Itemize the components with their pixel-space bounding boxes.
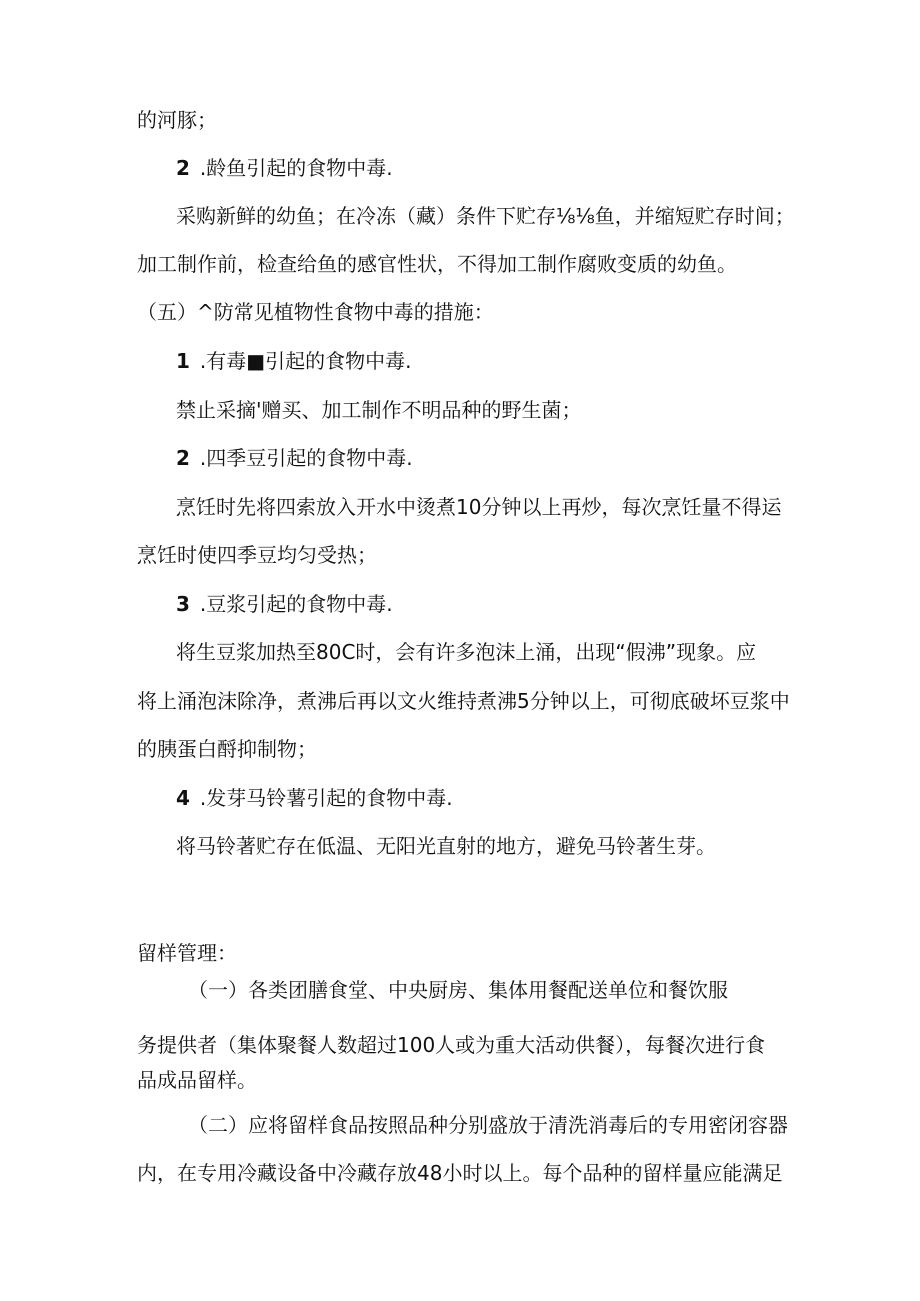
text-line: 烹饪时使四季豆均匀受热； xyxy=(137,543,377,567)
text-line: 的河豚； xyxy=(137,108,217,132)
heading-text: .龄鱼引起的食物中毒. xyxy=(199,156,393,180)
text-line: 将上涌泡沫除净，煮沸后再以文火维持煮沸5分钟以上，可彻底破坏豆浆中 xyxy=(137,689,790,713)
text-line: 务提供者（集体聚餐人数超过100人或为重大活动供餐），每餐次进行食 xyxy=(137,1033,766,1057)
heading-number: 2 xyxy=(176,446,190,470)
heading-text: .四季豆引起的食物中毒. xyxy=(199,446,413,470)
text-line: 将生豆浆加热至80C时，会有许多泡沫上涌，出现“假沸”现象。应 xyxy=(176,640,757,664)
text-line: （二）应将留样食品按照品种分别盛放于清洗消毒后的专用密闭容器 xyxy=(188,1113,788,1137)
heading-number: 4 xyxy=(176,786,190,810)
heading-text: .豆浆引起的食物中毒. xyxy=(199,592,393,616)
text-line: 加工制作前，检查给鱼的感官性状，不得加工制作腐败变质的幼鱼。 xyxy=(137,252,737,276)
text-line: （一）各类团膳食堂、中央厨房、集体用餐配送单位和餐饮服 xyxy=(188,978,728,1002)
numbered-heading xyxy=(176,592,393,616)
text-line: 烹饪时先将四索放入开水中烫煮10分钟以上再炒，每次烹饪量不得运 xyxy=(176,495,782,519)
numbered-heading xyxy=(176,349,412,373)
heading-text: .发芽马铃薯引起的食物中毒. xyxy=(199,786,453,810)
numbered-heading xyxy=(176,786,453,810)
section-heading: 留样管理： xyxy=(137,941,237,965)
numbered-heading xyxy=(176,446,413,470)
text-line: 内，在专用冷藏设备中冷藏存放48小时以上。每个品种的留样量应能满足 xyxy=(137,1161,783,1185)
heading-number: 2 xyxy=(176,156,190,180)
text-line: 品成品留样。 xyxy=(137,1068,257,1092)
section-heading: （五）^防常见植物性食物中毒的措施： xyxy=(137,300,494,324)
numbered-heading xyxy=(176,156,393,180)
text-line: 的胰蛋白酹抑制物； xyxy=(137,737,317,761)
text-line: 禁止采摘'赠买、加工制作不明品种的野生菌； xyxy=(176,398,582,422)
heading-text: .有毒■引起的食物中毒. xyxy=(199,349,412,373)
text-line: 采购新鲜的幼鱼；在冷冻（藏）条件下贮存⅛⅛鱼，并缩短贮存时间； xyxy=(176,204,795,228)
heading-number: 3 xyxy=(176,592,190,616)
heading-number: 1 xyxy=(176,349,190,373)
text-line: 将马铃著贮存在低温、无阳光直射的地方，避免马铃著生芽。 xyxy=(176,834,716,858)
